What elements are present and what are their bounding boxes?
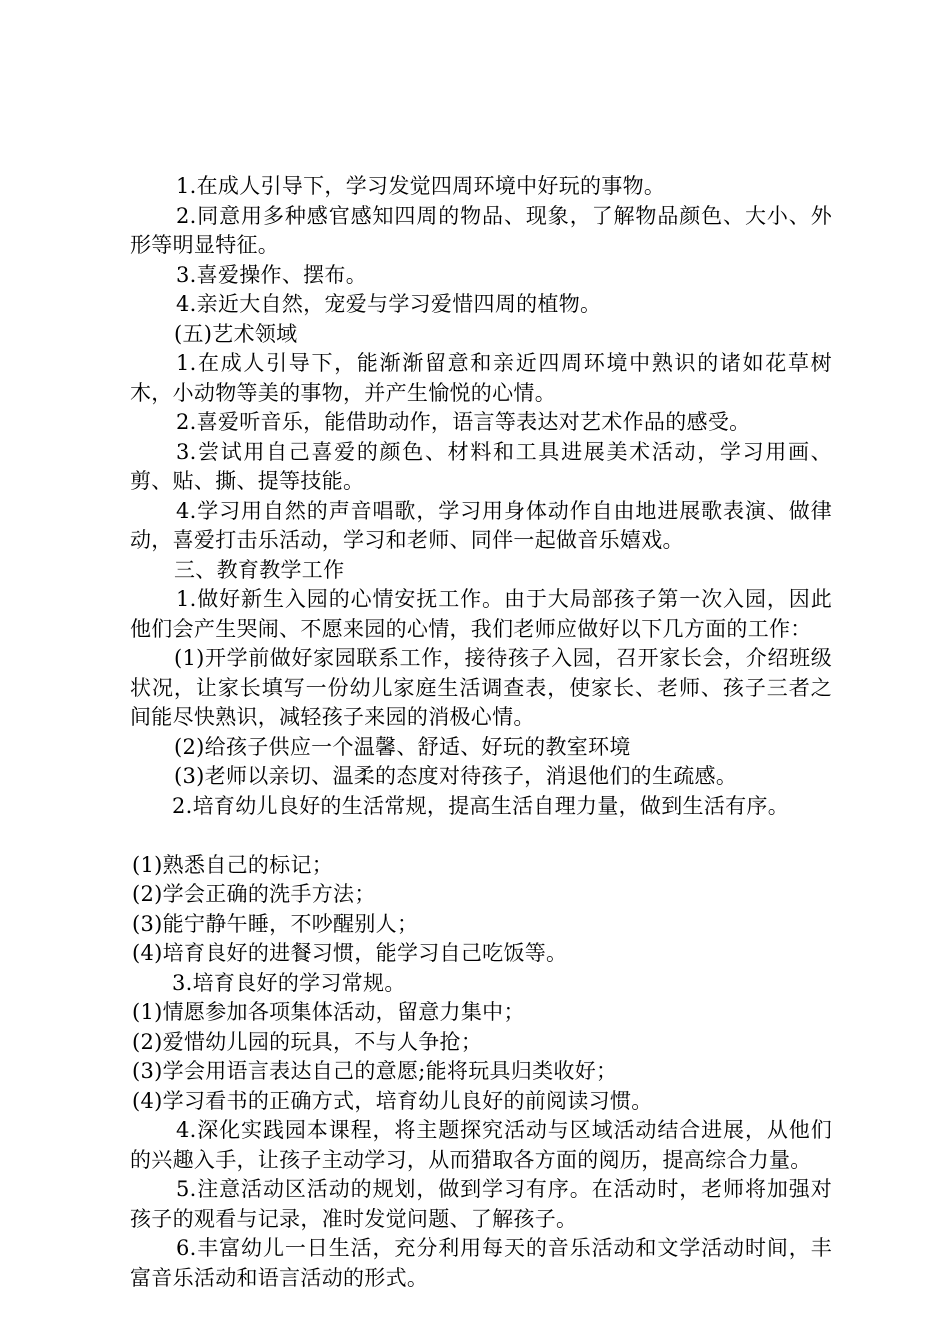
paragraph: 3.喜爱操作、摆布。 [176,262,368,287]
paragraph: (五)艺术领域 [174,321,298,346]
paragraph: (2)学会正确的洗手方法； [132,882,376,906]
paragraph: (1)情愿参加各项集体活动，留意力集中； [132,1000,525,1024]
paragraph: (1)开学前做好家园联系工作，接待孩子入园，召开家长会，介绍班级状况，让家长填写一份幼儿家庭生活调查表，使家长、老师、孩子三者之间能尽快熟识，减轻孩子来园的消极心情。 [130,646,832,729]
document-body [130,172,832,1293]
paragraph: 3.尝试用自己喜爱的颜色、材料和工具进展美术活动，学习用画、剪、贴、撕、提等技能。 [130,439,832,493]
paragraph: 2.培育幼儿良好的生活常规，提高生活自理力量，做到生活有序。 [172,793,790,818]
paragraph: 6.丰富幼儿一日生活，充分利用每天的音乐活动和文学活动时间，丰富音乐活动和语言活动的形式。 [130,1236,832,1290]
paragraph: 1.做好新生入园的心情安抚工作。由于大局部孩子第一次入园，因此他们会产生哭闹、不愿来园的心情，我们老师应做好以下几方面的工作： [130,587,832,641]
paragraph: 5.注意活动区活动的规划，做到学习有序。在活动时，老师将加强对孩子的观看与记录，准时发觉问题、了解孩子。 [130,1177,832,1231]
paragraph: 3.培育良好的学习常规。 [172,970,406,995]
paragraph: (3)能宁静午睡，不吵醒别人； [132,911,419,936]
paragraph: (4)学习看书的正确方式，培育幼儿良好的前阅读习惯。 [132,1088,653,1113]
paragraph: 2.同意用多种感官感知四周的物品、现象，了解物品颜色、大小、外形等明显特征。 [130,203,832,257]
paragraph: (4)培育良好的进餐习惯，能学习自己吃饭等。 [132,941,568,965]
paragraph: 1.在成人引导下，学习发觉四周环境中好玩的事物。 [176,174,666,198]
paragraph: (3)学会用语言表达自己的意愿;能将玩具归类收好； [132,1059,618,1083]
paragraph: 三、教育教学工作 [174,557,345,582]
paragraph: 4.深化实践园本课程，将主题探究活动与区域活动结合进展，从他们的兴趣入手，让孩子主动学习，从而猎取各方面的阅历，提高综合力量。 [130,1118,832,1172]
paragraph: (2)给孩子供应一个温馨、舒适、好玩的教室环境 [174,734,631,759]
paragraph: (2)爱惜幼儿园的玩具，不与人争抢； [132,1029,483,1054]
paragraph: (1)熟悉自己的标记； [132,852,334,877]
blank-line [130,821,832,851]
paragraph: (3)老师以亲切、温柔的态度对待孩子，消退他们的生疏感。 [174,764,738,788]
paragraph: 4.亲近大自然，宠爱与学习爱惜四周的植物。 [176,292,602,316]
paragraph: 2.喜爱听音乐，能借助动作，语言等表达对艺术作品的感受。 [176,410,751,434]
paragraph: 4.学习用自然的声音唱歌，学习用身体动作自由地进展歌表演、做律动，喜爱打击乐活动，学习和老师、同伴一起做音乐嬉戏。 [130,498,832,552]
paragraph: 1.在成人引导下，能渐渐留意和亲近四周环境中熟识的诸如花草树木，小动物等美的事物，并产生愉悦的心情。 [130,351,832,405]
